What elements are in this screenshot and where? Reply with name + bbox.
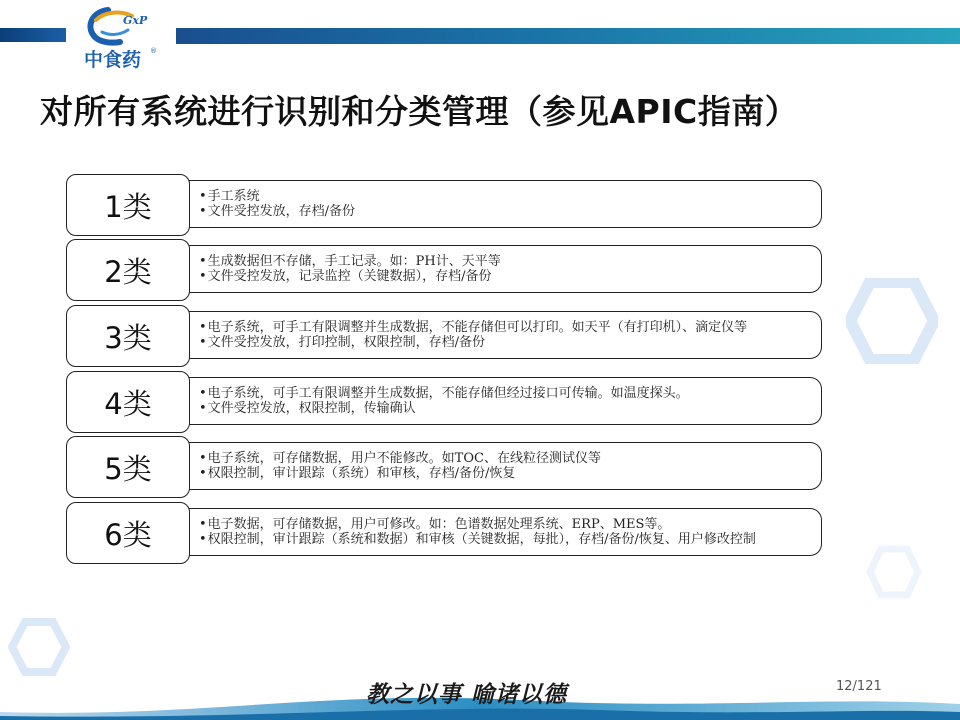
- bullet-text: • 电子系统，可存储数据，用户不能修改。如TOC、在线粒径测试仪等: [199, 451, 811, 466]
- category-row-1: [66, 174, 828, 238]
- header-band-right: [176, 28, 960, 44]
- bullet-text: • 手工系统: [199, 189, 811, 204]
- category-description-box: [172, 377, 822, 425]
- category-row-5: [66, 436, 828, 500]
- bullet-text: • 电子系统，可手工有限调整并生成数据，不能存储但可以打印。如天平（有打印机）、滴定仪等: [199, 320, 811, 335]
- category-row-3: [66, 305, 828, 369]
- logo-registered-mark: ®: [150, 47, 157, 55]
- page-number: 12/121: [836, 679, 882, 694]
- category-label: 6类: [66, 502, 190, 564]
- category-row-2: [66, 239, 828, 303]
- category-label: 2类: [66, 239, 190, 301]
- category-description-box: [172, 245, 822, 293]
- category-label: 5类: [66, 436, 190, 498]
- bullet-text: • 电子数据，可存储数据，用户可修改。如：色谱数据处理系统、ERP、MES等。: [199, 517, 811, 532]
- bullet-text: • 电子系统，可手工有限调整并生成数据，不能存储但经过接口可传输。如温度探头。: [199, 386, 811, 401]
- category-row-4: [66, 371, 828, 435]
- category-description-box: [172, 442, 822, 490]
- category-description-box: [172, 508, 822, 556]
- bullet-text: • 文件受控发放，打印控制，权限控制，存档/备份: [199, 335, 811, 350]
- footer-slogan: 教之以事 喻诸以德: [366, 681, 568, 708]
- bullet-text: • 文件受控发放，记录监控（关键数据），存档/备份: [199, 269, 811, 284]
- bullet-text: • 文件受控发放，权限控制，传输确认: [199, 401, 811, 416]
- category-label: 3类: [66, 305, 190, 367]
- bullet-text: • 权限控制，审计跟踪（系统）和审核，存档/备份/恢复: [199, 466, 811, 481]
- hexagon-decoration-icon: [866, 545, 922, 599]
- bullet-text: • 文件受控发放，存档/备份: [199, 204, 811, 219]
- bullet-text: • 权限控制，审计跟踪（系统和数据）和审核（关键数据，每批），存档/备份/恢复、用户修改控制: [199, 532, 811, 547]
- category-row-6: [66, 502, 828, 566]
- logo-badge: GxP: [123, 14, 148, 27]
- category-label: 1类: [66, 174, 190, 236]
- category-label: 4类: [66, 371, 190, 433]
- category-description-box: [172, 180, 822, 228]
- logo-text: 中食药: [84, 49, 142, 71]
- bullet-text: • 生成数据但不存储，手工记录。如：PH计、天平等: [199, 254, 811, 269]
- hexagon-decoration-icon: [846, 278, 938, 364]
- header-band-left: [0, 28, 66, 42]
- page-title: 对所有系统进行识别和分类管理（参见APIC指南）: [40, 92, 799, 131]
- category-description-box: [172, 311, 822, 359]
